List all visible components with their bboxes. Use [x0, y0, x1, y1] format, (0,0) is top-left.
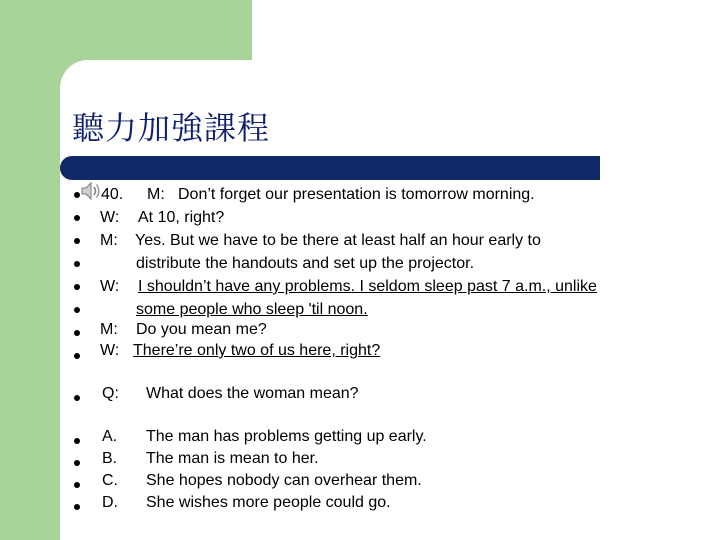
dialogue-line: I shouldn’t have any problems. I seldom sleep past 7 a.m., unlike — [138, 278, 597, 295]
dialogue-speaker: W: — [100, 342, 120, 359]
option-text: The man has problems getting up early. — [146, 428, 427, 445]
dialogue-speaker: W: — [100, 209, 120, 226]
option-letter: D. — [102, 494, 118, 511]
dialogue-speaker: M: — [100, 232, 118, 249]
bullet — [74, 238, 80, 244]
dialogue-line: At 10, right? — [138, 209, 225, 226]
title-underline-bar — [60, 156, 600, 180]
dialogue-line: distribute the handouts and set up the projector. — [136, 255, 475, 272]
bullet — [74, 504, 80, 510]
bullet — [74, 307, 80, 313]
bullet — [74, 395, 80, 401]
dialogue-line: Do you mean me? — [136, 321, 267, 338]
bullet — [74, 460, 80, 466]
speaker-icon[interactable] — [80, 181, 102, 201]
option-letter: B. — [102, 450, 118, 467]
slide-title: 聽力加強課程 — [72, 109, 271, 147]
dialogue-line: Don’t forget our presentation is tomorrow morning. — [178, 186, 535, 203]
option-text: She hopes nobody can overhear them. — [146, 472, 422, 489]
dialogue-speaker: M: — [147, 186, 165, 203]
bullet — [74, 284, 80, 290]
bullet — [74, 482, 80, 488]
bullet — [74, 261, 80, 267]
dialogue-speaker: M: — [100, 321, 118, 338]
option-text: The man is mean to her. — [146, 450, 319, 467]
option-text: She wishes more people could go. — [146, 494, 391, 511]
dialogue-line: Yes. But we have to be there at least half an hour early to — [135, 232, 541, 249]
bullet — [74, 215, 80, 221]
option-letter: C. — [102, 472, 118, 489]
dialogue-speaker: W: — [100, 278, 120, 295]
bullet — [74, 353, 80, 359]
dialogue-line: some people who sleep 'til noon. — [136, 301, 368, 318]
option-letter: A. — [102, 428, 118, 445]
dialogue-line: There’re only two of us here, right? — [133, 342, 381, 359]
question-text: What does the woman mean? — [146, 385, 359, 402]
question-label: Q: — [102, 385, 119, 402]
bullet — [74, 438, 80, 444]
bullet — [74, 330, 80, 336]
dialogue-number: 40. — [101, 186, 124, 203]
